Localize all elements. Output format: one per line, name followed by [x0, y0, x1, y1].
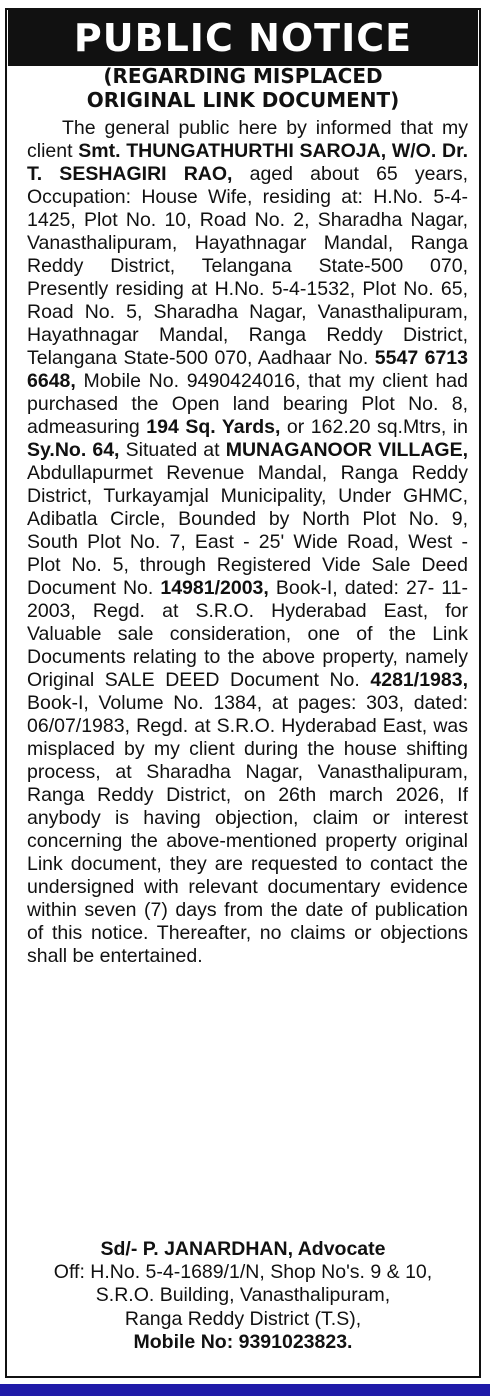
office-address-line-1: Off: H.No. 5-4-1689/1/N, Shop No's. 9 & 10, [53, 1261, 433, 1284]
office-address-line-2: S.R.O. Building, Vanasthalipuram, [95, 1284, 391, 1307]
subtitle-line-2: ORIGINAL LINK DOCUMENT) [86, 88, 400, 112]
body-text-6: Abdullapurmet Revenue Mandal, Ranga Reddy District, Turkayamjal Municipality, Under GHMC, Adibatla Circle, Bounded by North Plot No. 9, South Plot No. 7, East - 25' Wide Road, West - Plot No. 5, through Registered Vide Sale Deed Document No. [27, 462, 468, 599]
advocate-mobile: Mobile No: 9391023823. [133, 1330, 353, 1353]
body-text-3: Mobile No. 9490424016, that my client had purchased the Open land bearing Plot No. 8, admeasuring [27, 370, 468, 438]
body-text-2: aged about 65 years, Occupation: House Wife, residing at: H.No. 5-4-1425, Plot No. 10, Road No. 2, Sharadha Nagar, Vanasthalipuram, Hayathnagar Mandal, Ranga Reddy District, Telangana State-500 070, Presently residing at H.No. 5-4-1532, Plot No. 65, Road No. 5, Sharadha Nagar, Vanasthalipuram, Hayathnagar Mandal, Ranga Reddy District, Telangana State-500 070, Aadhaar No. [27, 163, 468, 369]
sale-deed-number: 14981/2003, [160, 577, 269, 599]
aadhaar-number: 5547 6713 6648, [27, 347, 468, 392]
signature-block [8, 1238, 478, 1354]
body-text-4: or 162.20 sq.Mtrs, in [280, 416, 468, 438]
body-text-7: Book-I, dated: 27- 11-2003, Regd. at S.R.O. Hyderabad East, for Valuable sale consideration, one of the Link Documents relating to the above property, namely Original SALE DEED Document No. [27, 577, 468, 691]
survey-number: Sy.No. 64, [27, 439, 120, 461]
advocate-name: Sd/- P. JANARDHAN, Advocate [100, 1238, 386, 1260]
notice-body [27, 117, 468, 968]
notice-title: PUBLIC NOTICE [8, 10, 478, 66]
bottom-color-bar [0, 1384, 490, 1396]
client-name: Smt. THUNGATHURTHI SAROJA, W/O. Dr. T. SESHAGIRI RAO, [27, 140, 468, 185]
body-text-5: Situated at [119, 439, 226, 461]
original-deed-number: 4281/1983, [370, 669, 468, 691]
notice-subtitle [8, 64, 478, 112]
body-text-1: The general public here by informed that my client [27, 117, 468, 162]
plot-area: 194 Sq. Yards, [146, 416, 281, 438]
subtitle-line-1: (REGARDING MISPLACED [103, 64, 383, 88]
village-name: MUNAGANOOR VILLAGE, [225, 439, 468, 461]
office-address-line-3: Ranga Reddy District (T.S), [124, 1307, 362, 1330]
body-text-8: Book-I, Volume No. 1384, at pages: 303, dated: 06/07/1983, Regd. at S.R.O. Hyderabad East, was misplaced by my client during the house shifting process, at Sharadha Nagar, Vanasthalipuram, Ranga Reddy District, on 26th march 2026, If anybody is having objection, claim or interest concerning the above-mentioned property original Link document, they are requested to contact the undersigned with relevant documentary evidence within seven (7) days from the date of publication of this notice. Thereafter, no claims or objections shall be entertained. [27, 692, 468, 967]
